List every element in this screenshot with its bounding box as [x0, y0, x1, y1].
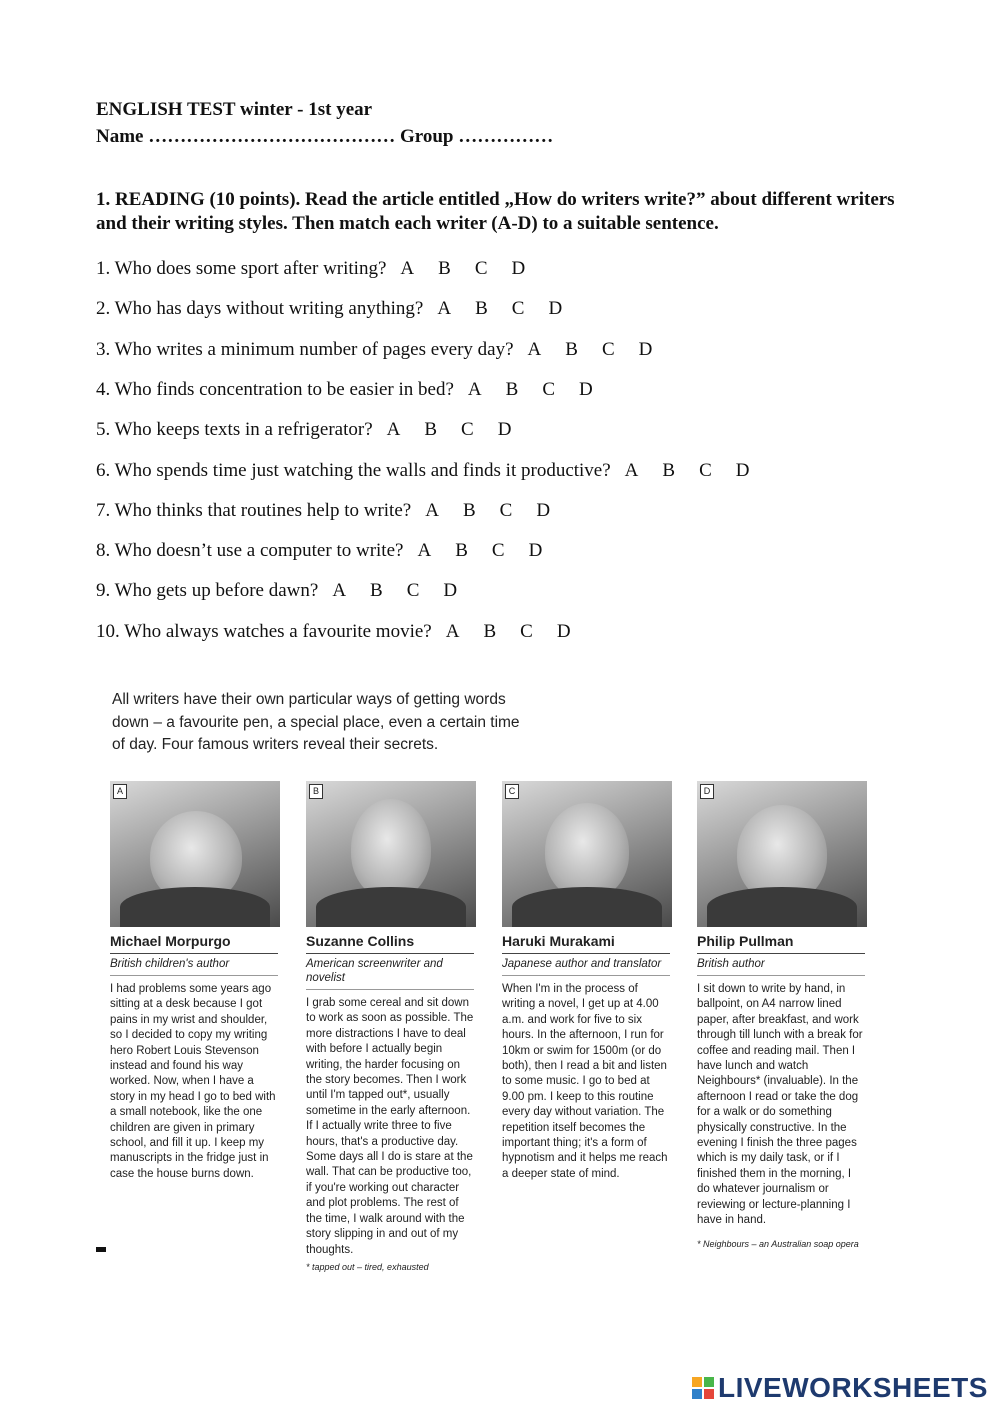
question-text: 2. Who has days without writing anything? [96, 298, 424, 320]
question-item [96, 419, 511, 441]
divider [697, 953, 865, 954]
question-item [96, 460, 750, 482]
writer-text: I had problems some years ago sitting at a desk because I got pains in my wrist and shoulder, so I decided to copy my writing hero Robert Louis Stevenson instead and found his way worked. Now, when I have a story in my head I go to bed with a small notebook, like the one children are given in primary school, and fill it up. I keep my manuscripts in the fridge just in case the house burns down. [110, 983, 276, 1180]
writer-name: Philip Pullman [697, 933, 794, 949]
writer-role: American screenwriter and novelist [306, 958, 443, 984]
question-text: 9. Who gets up before dawn? [96, 580, 319, 602]
answer-option-a[interactable]: A [445, 620, 460, 642]
writer-column-d [697, 781, 865, 1249]
writer-role: British author [697, 958, 765, 970]
writer-name: Suzanne Collins [306, 933, 415, 949]
answer-option-d[interactable]: D [497, 419, 512, 441]
writer-role: British children's author [110, 958, 230, 970]
name-group-line: Name ………………………………… Group …………… [96, 126, 554, 147]
answer-option-c[interactable]: C [461, 419, 474, 441]
article-intro: All writers have their own particular ways of getting words down – a favourite pen, a special place, even a certain time of day. Four famous writers reveal their secrets. [112, 691, 520, 753]
answer-option-b[interactable]: B [370, 580, 383, 602]
answer-option-b[interactable]: B [565, 338, 578, 360]
question-item [96, 580, 457, 602]
divider [502, 953, 670, 954]
answer-option-d[interactable]: D [579, 378, 593, 400]
divider [110, 953, 278, 954]
answer-option-d[interactable]: D [556, 620, 571, 642]
answer-option-d[interactable]: D [548, 298, 563, 320]
writer-column-a [110, 781, 278, 1182]
answer-option-d[interactable]: D [536, 499, 551, 521]
answer-option-b[interactable]: B [455, 540, 468, 562]
answer-option-c[interactable]: C [511, 298, 525, 320]
divider [110, 975, 278, 976]
answer-option-b[interactable]: B [662, 459, 676, 481]
answer-option-d[interactable]: D [528, 540, 543, 562]
answer-option-a[interactable]: A [527, 338, 542, 360]
answer-option-a[interactable]: A [425, 499, 439, 521]
writer-role: Japanese author and translator [502, 958, 662, 970]
question-text: 5. Who keeps texts in a refrigerator? [96, 419, 373, 441]
answer-option-b[interactable]: B [462, 499, 476, 521]
divider [306, 953, 474, 954]
question-text: 4. Who finds concentration to be easier in bed? [96, 378, 454, 400]
answer-option-c[interactable]: C [499, 499, 513, 521]
answer-option-c[interactable]: C [474, 258, 488, 279]
answer-option-c[interactable]: C [520, 620, 533, 642]
writer-letter-badge: A [113, 784, 127, 799]
answer-option-b[interactable]: B [438, 258, 451, 279]
page-mark [96, 1247, 106, 1252]
question-text: 1. Who does some sport after writing? [96, 258, 387, 279]
answer-option-b[interactable]: B [475, 298, 488, 320]
writer-photo [697, 781, 867, 927]
divider [306, 989, 474, 990]
logo-text: LIVEWORKSHEETS [718, 1372, 988, 1403]
writer-text: When I'm in the process of writing a novel, I get up at 4.00 a.m. and work for five to six hours. In the afternoon, I run for 10km or swim for 1500m (or do both), then I read a bit and listen to some music. I go to bed at 9.00 pm. I keep to this routine every day without variation. The repetition itself becomes the important thing; it's a form of hypnotism and it helps me reach a deeper state of mind. [502, 983, 668, 1180]
answer-option-a[interactable]: A [437, 298, 452, 320]
answer-option-c[interactable]: C [491, 540, 505, 562]
answer-option-c[interactable]: C [406, 580, 420, 602]
divider [697, 975, 865, 976]
question-text: 8. Who doesn’t use a computer to write? [96, 540, 404, 562]
writer-footnote: * Neighbours – an Australian soap opera [697, 1238, 859, 1249]
divider [502, 975, 670, 976]
answer-option-b[interactable]: B [483, 620, 497, 642]
answer-option-a[interactable]: A [400, 258, 415, 279]
answer-option-c[interactable]: C [601, 338, 615, 360]
question-item [96, 258, 525, 280]
writer-name: Michael Morpurgo [110, 933, 231, 949]
question-item [96, 621, 571, 643]
question-item [96, 500, 550, 522]
answer-option-b[interactable]: B [505, 378, 519, 400]
question-text: 10. Who always watches a favourite movie? [96, 620, 432, 642]
writer-column-c [502, 781, 670, 1182]
answer-option-a[interactable]: A [386, 419, 401, 441]
answer-option-a[interactable]: A [467, 378, 482, 400]
liveworksheets-logo [692, 1372, 988, 1404]
test-title: ENGLISH TEST winter - 1st year [96, 99, 373, 120]
answer-option-a[interactable]: A [624, 459, 639, 481]
writer-column-b [306, 781, 474, 1272]
answer-option-d[interactable]: D [638, 338, 653, 360]
question-text: 6. Who spends time just watching the walls and finds it productive? [96, 459, 611, 481]
writer-photo [110, 781, 280, 927]
answer-option-c[interactable]: C [699, 459, 712, 481]
answer-option-b[interactable]: B [424, 419, 438, 441]
writer-name: Haruki Murakami [502, 933, 615, 949]
liveworksheets-logo-icon [692, 1377, 714, 1399]
answer-option-d[interactable]: D [735, 459, 750, 481]
answer-option-a[interactable]: A [417, 540, 432, 562]
answer-option-c[interactable]: C [542, 378, 556, 400]
question-item [96, 339, 652, 361]
answer-option-d[interactable]: D [511, 258, 526, 279]
question-item [96, 379, 593, 401]
writer-letter-badge: D [700, 784, 714, 799]
writer-letter-badge: C [505, 784, 519, 799]
answer-option-a[interactable]: A [332, 580, 347, 602]
reading-instruction: 1. READING (10 points). Read the article entitled „How do writers write?” about different writers and their writing styles. Then match each writer (A-D) to a suitable sentence. [96, 189, 895, 234]
question-item [96, 540, 542, 562]
writer-photo [502, 781, 672, 927]
writer-footnote: * tapped out – tired, exhausted [306, 1261, 429, 1272]
question-item [96, 298, 562, 320]
question-text: 7. Who thinks that routines help to write? [96, 499, 412, 521]
writer-text: I grab some cereal and sit down to work as soon as possible. The more distractions I have to deal with before I actually begin writing, the harder focusing on the story becomes. Then I work until I'm tapped out*, usually sometime in the early afternoon. If I actually write three to five hours, that's a productive day. Some days all I do is stare at the wall. That can be productive too, if you're working out character and plot problems. The rest of the time, I walk around with the story slipping in and out of my thoughts. [306, 997, 474, 1256]
answer-option-d[interactable]: D [443, 580, 458, 602]
question-text: 3. Who writes a minimum number of pages every day? [96, 338, 514, 360]
writer-photo [306, 781, 476, 927]
writer-letter-badge: B [309, 784, 323, 799]
writer-text: I sit down to write by hand, in ballpoint, on A4 narrow lined paper, after breakfast, and work through till lunch with a break for coffee and reading mail. Then I have lunch and watch Neighbours* (invaluable). In the afternoon I read or take the dog for a walk or do something physically constructive. In the evening I finish the three pages which is my daily task, or if I finished them in the morning, I do whatever journalism or reviewing or lecture-planning I have in hand. [697, 983, 863, 1227]
